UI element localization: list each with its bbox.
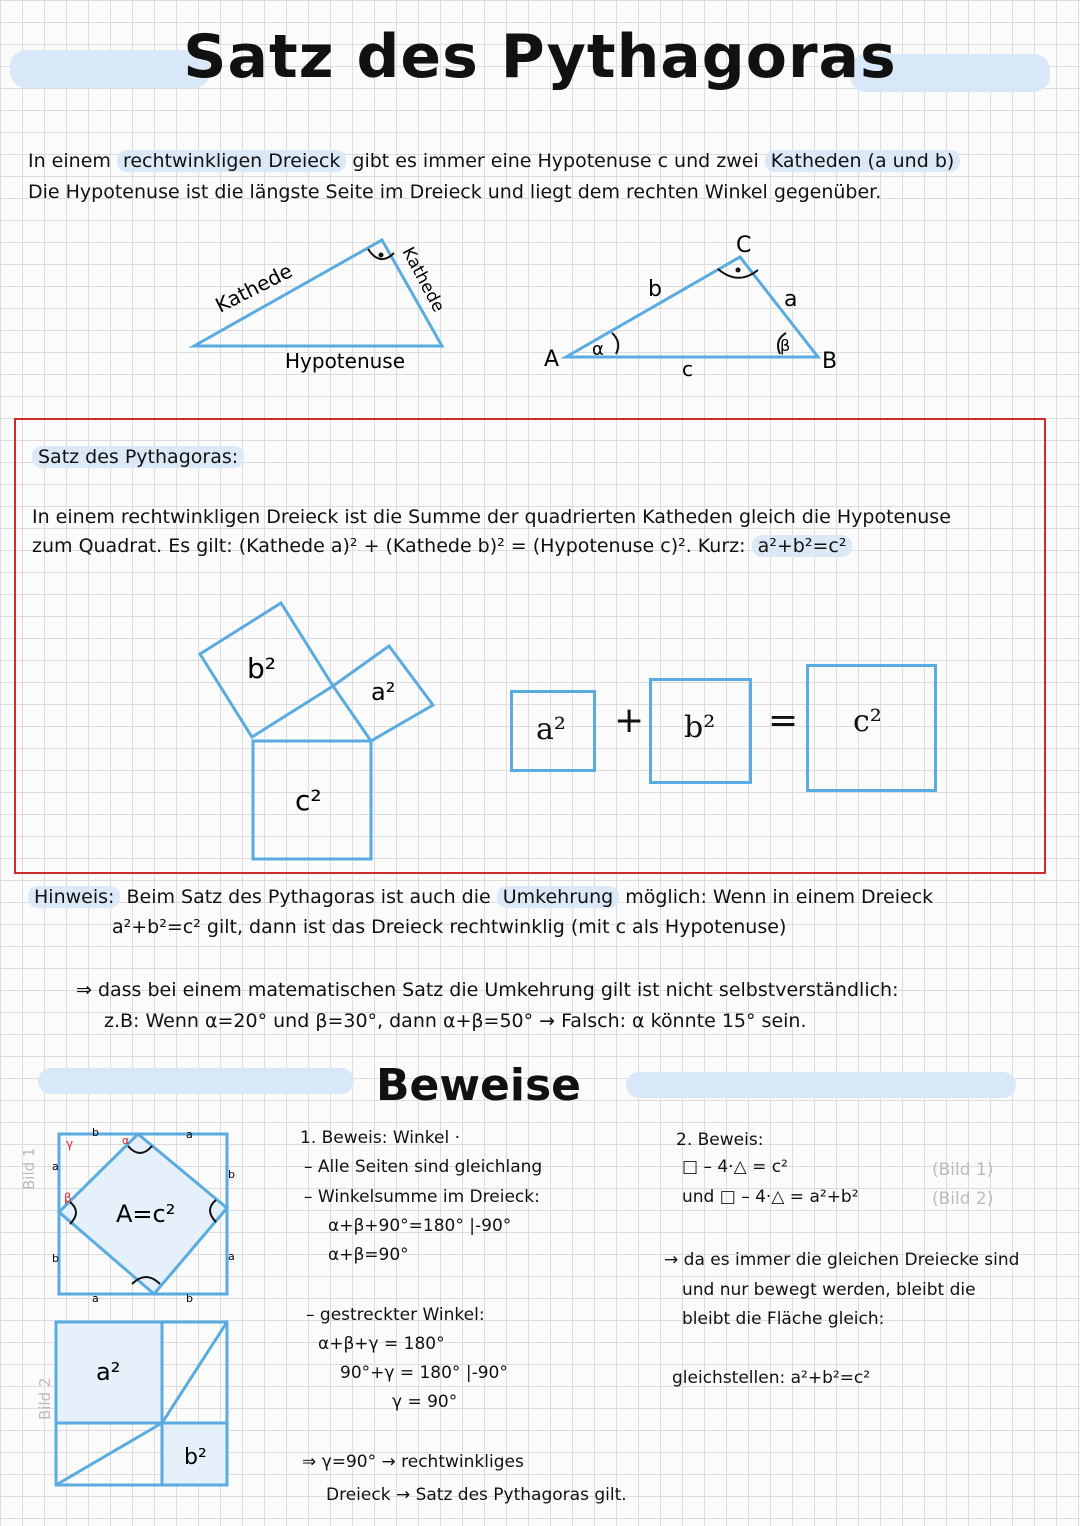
proof1-line-2: – Winkelsumme im Dreieck:: [304, 1187, 540, 1207]
proof1-line-5: – gestreckter Winkel:: [306, 1305, 485, 1325]
intro-line-2: Die Hypotenuse ist die längste Seite im Dreieck und liegt dem rechten Winkel gegenüber.: [28, 181, 882, 203]
eq-square-c-label: c²: [853, 704, 882, 739]
bild1-area-label: A=c²: [116, 1200, 176, 1228]
angle-beta-label: β: [780, 336, 791, 355]
beweise-heading: Beweise: [376, 1060, 581, 1111]
bild2-b-label: b²: [184, 1445, 207, 1470]
intro-highlight-rechtwinklig: rechtwinkligen Dreieck: [117, 150, 346, 172]
theorem-frame: [14, 418, 1046, 874]
pythagoras-figure: [195, 598, 440, 866]
bild1-b-bottom: b: [186, 1292, 193, 1305]
hint-note-2: z.B: Wenn α=20° und β=30°, dann α+β=50° → Falsch: α könnte 15° sein.: [104, 1010, 807, 1032]
hint-highlight-umkehrung: Umkehrung: [497, 886, 619, 908]
bild2-figure: [48, 1316, 238, 1491]
proof2-line-4: und nur bewegt werden, bleibt die: [682, 1280, 976, 1300]
bild1-beta: β: [64, 1191, 72, 1205]
intro-text-c: gibt es immer eine Hypotenuse c und zwei: [352, 150, 759, 172]
eq-equals: =: [768, 700, 799, 741]
bild1-b-top: b: [92, 1126, 99, 1139]
angle-alpha-marker: [612, 333, 618, 354]
bild1-b-left: b: [52, 1252, 59, 1265]
proof1-line-3: α+β+90°=180° |-90°: [328, 1216, 512, 1236]
bild2-a-label: a²: [96, 1358, 121, 1386]
beweise-highlight-right: [626, 1072, 1016, 1098]
square-c-label: c²: [295, 784, 322, 817]
bild1-b-right: b: [228, 1168, 235, 1181]
proof1-line-6: α+β+γ = 180°: [318, 1334, 445, 1354]
intro-text-a: In einem: [28, 150, 111, 172]
beweise-highlight-left: [38, 1068, 354, 1094]
proof1-line-7: 90°+γ = 180° |-90°: [340, 1363, 508, 1383]
hint-line-2: a²+b²=c² gilt, dann ist das Dreieck rechtwinklig (mit c als Hypotenuse): [112, 916, 787, 938]
proof2-line-5: bleibt die Fläche gleich:: [682, 1309, 885, 1329]
page-title: Satz des Pythagoras: [183, 22, 897, 92]
proof1-line-10: Dreieck → Satz des Pythagoras gilt.: [326, 1485, 627, 1505]
proof1-line-1: – Alle Seiten sind gleichlang: [304, 1157, 543, 1177]
theorem-line-2-text: zum Quadrat. Es gilt: (Kathede a)² + (Kathede b)² = (Hypotenuse c)². Kurz:: [32, 535, 746, 557]
triangle-1-label-left: Kathede: [211, 258, 297, 318]
bild1-figure: [48, 1126, 238, 1306]
proof1-line-4: α+β=90°: [328, 1245, 409, 1265]
proof2-note-1: (Bild 1): [932, 1160, 994, 1180]
side-b-label: b: [648, 277, 662, 302]
bild1-a-right: a: [228, 1250, 235, 1263]
bild2-diagonal-top: [162, 1322, 227, 1423]
hint-text-c: möglich: Wenn in einem Dreieck: [625, 886, 934, 908]
triangle-1-label-right: Kathede: [397, 243, 449, 316]
proof1-title: 1. Beweis: Winkel ·: [300, 1128, 460, 1148]
theorem-heading-text: Satz des Pythagoras:: [32, 446, 244, 468]
angle-alpha-label: α: [592, 339, 604, 360]
intro-line-1: [28, 150, 960, 172]
vertex-b: B: [822, 349, 838, 374]
bild2-label: Bild 2: [36, 1377, 54, 1420]
bild1-gamma: γ: [66, 1137, 74, 1151]
triangle-1-label-base: Hypotenuse: [285, 349, 406, 373]
side-c-label: c: [682, 357, 693, 380]
proof1-line-8: γ = 90°: [392, 1392, 458, 1412]
square-a-label: a²: [371, 678, 396, 706]
triangle-diagram-2: [530, 230, 860, 380]
proof2-line-3: → da es immer die gleichen Dreiecke sind: [664, 1250, 1020, 1270]
proof2-line-6: gleichstellen: a²+b²=c²: [672, 1368, 871, 1388]
hint-text-a: Beim Satz des Pythagoras ist auch die: [126, 886, 491, 908]
bild1-a-left: a: [52, 1160, 59, 1173]
bild1-a-bottom: a: [92, 1292, 99, 1305]
eq-square-b-label: b²: [684, 710, 716, 745]
proof2-note-2: (Bild 2): [932, 1189, 994, 1209]
bild1-a-top: a: [186, 1128, 193, 1141]
angle-gamma-dot: [736, 268, 741, 273]
bild2-diagonal-bottom: [56, 1423, 162, 1485]
theorem-line-1: In einem rechtwinkligen Dreieck ist die Summe der quadrierten Katheden gleich die Hypotenuse: [32, 506, 951, 528]
hint-note-1: ⇒ dass bei einem matematischen Satz die Umkehrung gilt ist nicht selbstverständlich:: [76, 979, 899, 1001]
proof1-line-9: ⇒ γ=90° → rechtwinkliges: [302, 1452, 524, 1472]
side-a-label: a: [784, 287, 798, 312]
bild1-label: Bild 1: [20, 1147, 38, 1190]
eq-square-a-label: a²: [536, 712, 566, 747]
proof2-line-1: □ – 4·△ = c²: [682, 1157, 788, 1177]
hint-line-1: [28, 886, 933, 908]
intro-highlight-katheden: Katheden (a und b): [765, 150, 961, 172]
proof2-title: 2. Beweis:: [676, 1130, 764, 1150]
hint-label: Hinweis:: [28, 886, 120, 908]
vertex-c: C: [736, 233, 752, 258]
right-angle-dot: [379, 253, 384, 258]
theorem-formula: a²+b²=c²: [752, 535, 853, 557]
triangle-diagram-1: [180, 225, 470, 395]
vertex-a: A: [544, 347, 560, 372]
square-b-label: b²: [247, 652, 276, 685]
proof2-line-2: und □ – 4·△ = a²+b²: [682, 1187, 859, 1207]
theorem-heading: [32, 446, 244, 468]
theorem-line-2: [32, 535, 852, 557]
eq-plus: +: [614, 700, 645, 741]
bild1-alpha: α: [122, 1134, 130, 1147]
